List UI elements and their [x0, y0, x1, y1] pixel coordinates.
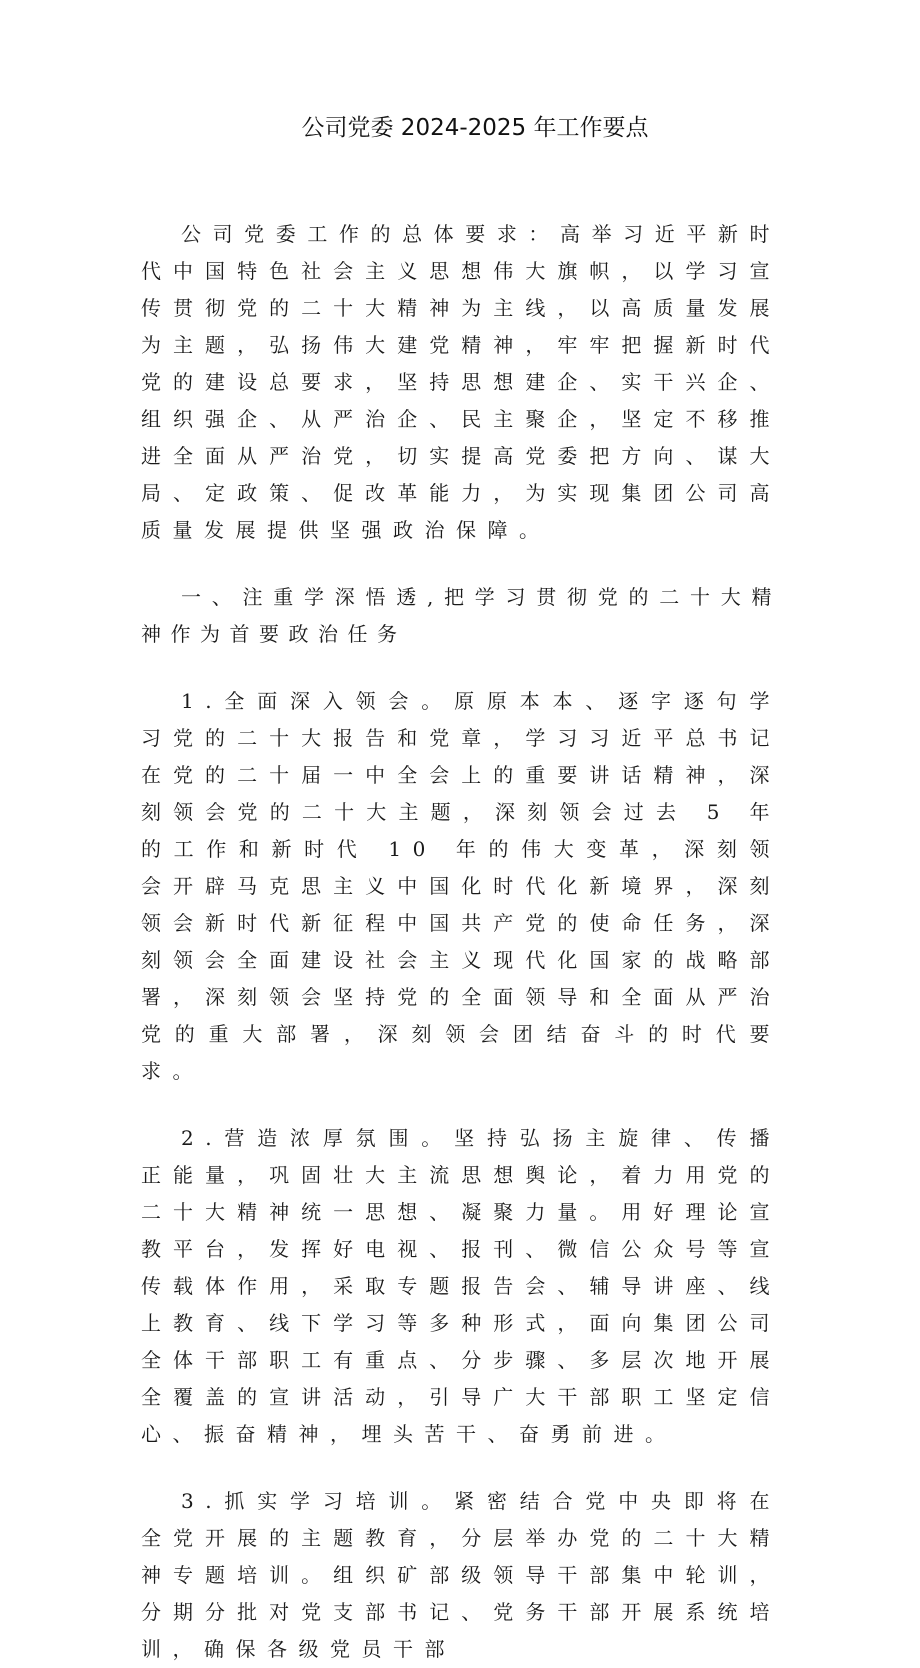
- item-paragraph-2: 2.营造浓厚氛围。坚持弘扬主旋律、传播正能量，巩固壮大主流思想舆论，着力用党的二十大精神统一思想、凝聚力量。用好理论宣教平台，发挥好电视、报刊、微信公众号等宣传载体作用，采取专题报告会、辅导讲座、线上教育、线下学习等多种形式，面向集团公司全体干部职工有重点、分步骤、多层次地开展全覆盖的宣讲活动，引导广大干部职工坚定信心、振奋精神，埋头苦干、奋勇前进。: [141, 1126, 781, 1446]
- item-paragraph-3: 3.抓实学习培训。紧密结合党中央即将在全党开展的主题教育，分层举办党的二十大精神专题培训。组织矿部级领导干部集中轮训，分期分批对党支部书记、党务干部开展系统培训，确保各级党员干部: [141, 1489, 781, 1661]
- document-title: 公司党委 2024-2025 年工作要点: [301, 115, 649, 141]
- section-heading-1: 一、注重学深悟透,把学习贯彻党的二十大精神作为首要政治任务: [141, 585, 781, 646]
- intro-paragraph: 公司党委工作的总体要求：高举习近平新时代中国特色社会主义思想伟大旗帜，以学习宣传贯彻党的二十大精神为主线，以高质量发展为主题，弘扬伟大建党精神，牢牢把握新时代党的建设总要求，坚持思想建企、实干兴企、组织强企、从严治企、民主聚企，坚定不移推进全面从严治党，切实提高党委把方向、谋大局、定政策、促改革能力，为实现集团公司高质量发展提供坚强政治保障。: [141, 222, 781, 542]
- document-body: [141, 216, 781, 1668]
- item-paragraph-1: 1.全面深入领会。原原本本、逐字逐句学习党的二十大报告和党章，学习习近平总书记在党的二十届一中全会上的重要讲话精神，深刻领会党的二十大主题，深刻领会过去 5 年的工作和新时代 10 年的伟大变革，深刻领会开辟马克思主义中国化时代化新境界，深刻领会新时代新征程中国共产党的使命任务，深刻领会全面建设社会主义现代化国家的战略部署，深刻领会坚持党的全面领导和全面从严治党的重大部署，深刻领会团结奋斗的时代要求。: [141, 689, 781, 1083]
